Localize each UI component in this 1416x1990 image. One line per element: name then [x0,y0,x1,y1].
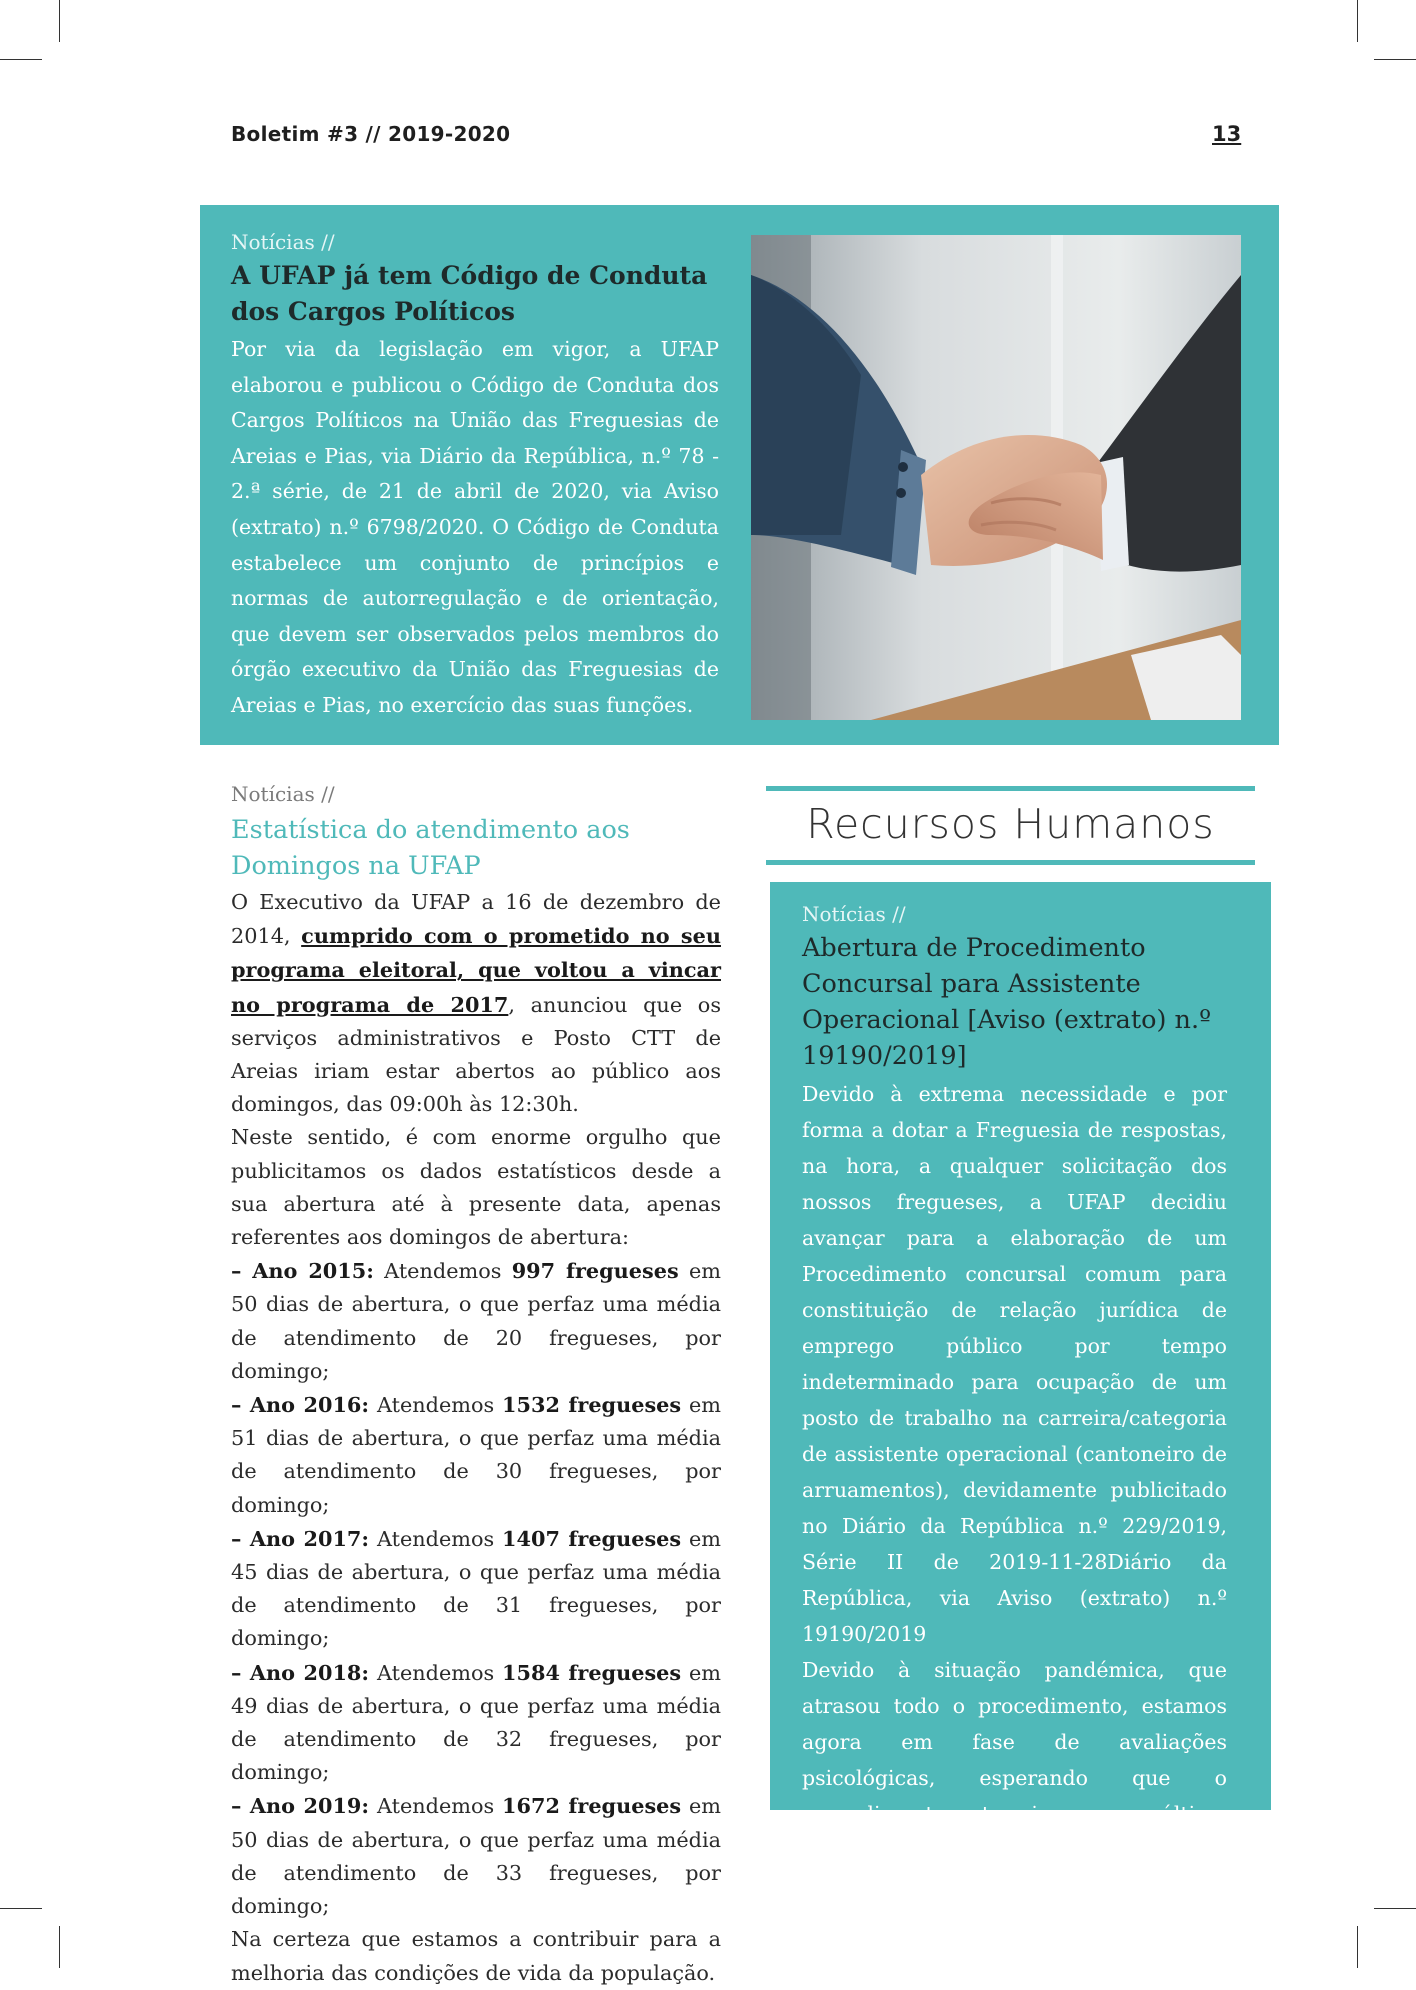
crop-mark [1357,1926,1358,1968]
year-text: em 50 dias de abertura, o que perfaz uma média de atendimento de 33 fregueses, por domingo; [231,1794,721,1919]
year-count: 1584 fregueses [502,1659,682,1685]
year-label: – Ano 2018: [231,1659,370,1685]
top-article [231,228,719,724]
paragraph: Devido à situação pandémica, que atrasou todo o procedimento, estamos agora em fase de avaliações psicológicas, esperando que o procedimento termine no último trimestre do presente ano. [802,1658,1227,1862]
crop-mark [59,0,60,42]
running-header: Boletim #3 // 2019-2020 [231,122,511,146]
article-kicker: Notícias // [231,230,335,254]
year-label: – Ano 2017: [231,1525,370,1551]
year-count: 1407 fregueses [502,1525,682,1551]
year-stat [231,1522,721,1656]
article-body [802,1076,1227,1868]
article-kicker: Notícias // [231,782,335,806]
year-text: Atendemos [369,1393,503,1418]
year-text: em 49 dias de abertura, o que perfaz uma média de atendimento de 32 fregueses, por domingo; [231,1660,721,1785]
year-label: – Ano 2015: [231,1258,374,1284]
handshake-illustration [751,235,1241,720]
section-rule-top [766,786,1255,791]
year-text: Atendemos [369,1794,503,1819]
crop-mark [0,1908,42,1909]
article-body [231,886,721,1990]
year-text: Atendemos [369,1526,503,1551]
stats-article [231,780,721,1990]
rh-article [802,900,1227,1868]
year-stat [231,1254,721,1388]
year-text: Atendemos [373,1259,512,1284]
intro-underlined-text: cumprido com o prometido no seu programa eleitoral, que voltou a vincar no programa de 2017 [231,923,721,1017]
year-stat [231,1789,721,1923]
year-stat [231,1388,721,1522]
crop-mark [1374,1908,1416,1909]
paragraph: Devido à extrema necessidade e por forma a dotar a Freguesia de respostas, na hora, a qualquer solicitação dos nossos fregueses, a UFAP decidiu avançar para a elaboração de um Procedimento concursal comum para constituição de relação jurídica de emprego público por tempo indeterminado para ocupação de um posto de trabalho na carreira/categoria de assistente operacional (cantoneiro de arruamentos), devidamente publicitado no Diário da República n.º 229/2019, Série II de 2019-11-28Diário da República, via Aviso (extrato) n.º 19190/2019 [802,1082,1227,1646]
article-title: A UFAP já tem Código de Conduta dos Cargos Políticos [231,261,708,326]
year-count: 1672 fregueses [502,1793,682,1819]
year-text: em 51 dias de abertura, o que perfaz uma média de atendimento de 30 fregueses, por domingo; [231,1393,721,1517]
handshake-photo [751,235,1241,720]
year-label: – Ano 2016: [231,1392,370,1418]
crop-mark [0,59,42,60]
page-number: 13 [1212,122,1242,146]
section-rule-bottom [766,860,1255,865]
year-stat [231,1656,721,1790]
crop-mark [1357,0,1358,42]
paragraph: Neste sentido, é com enorme orgulho que publicitamos os dados estatísticos desde a sua abertura até à presente data, apenas referentes aos domingos de abertura: [231,1125,721,1250]
closing-paragraph: Na certeza que estamos a contribuir para a melhoria das condições de vida da população. [231,1927,721,1985]
intro-paragraph [231,886,721,1121]
section-heading: Recursos Humanos [806,800,1215,848]
crop-mark [1374,59,1416,60]
article-body: Por via da legislação em vigor, a UFAP elaborou e publicou o Código de Conduta dos Cargos Políticos na União das Freguesias de Areias e Pias, via Diário da República, n.º 78 - 2.ª série, de 21 de abril de 2020, via Aviso (extrato) n.º 6798/2020. O Código de Conduta estabelece um conjunto de princípios e normas de autorregulação e de orientação, que devem ser observados pelos membros do órgão executivo da União das Freguesias de Areias e Pias, no exercício das suas funções. [231,337,719,717]
intro-text: , anunciou que os serviços administrativos e Posto CTT de Areias iriam estar abertos ao público aos domingos, das 09:00h às 12:30h. [231,992,721,1117]
article-title: Abertura de Procedimento Concursal para Assistente Operacional [Aviso (extrato) n.º 19190/2019] [802,933,1212,1071]
year-text: Atendemos [369,1660,503,1685]
article-kicker: Notícias // [802,902,906,926]
year-label: – Ano 2019: [231,1793,370,1819]
intro-text: O Executivo da UFAP a 16 de dezembro de 2014, [231,890,721,949]
year-text: em 45 dias de abertura, o que perfaz uma média de atendimento de 31 fregueses, por domingo; [231,1526,721,1651]
crop-mark [59,1926,60,1968]
article-title: Estatística do atendimento aos Domingos na UFAP [231,815,630,881]
year-count: 997 fregueses [511,1258,679,1284]
year-text: em 50 dias de abertura, o que perfaz uma média de atendimento de 20 fregueses, por domingo; [231,1259,721,1383]
year-count: 1532 fregueses [502,1392,682,1418]
